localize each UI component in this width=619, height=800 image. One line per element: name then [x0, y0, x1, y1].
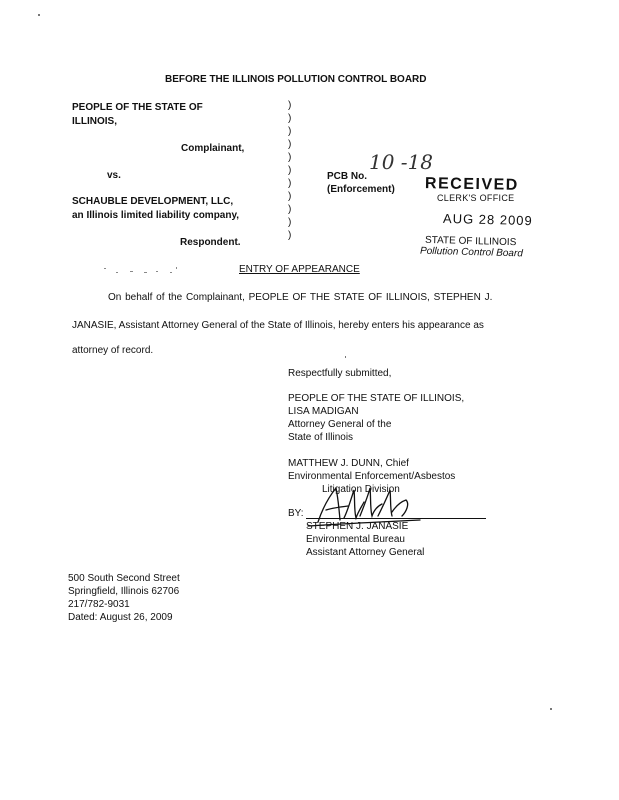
received-date-stamp: AUG 28 2009 [442, 210, 533, 229]
scan-speck [345, 356, 346, 358]
body-line-3: attorney of record. [72, 345, 154, 356]
state-of-illinois-stamp: STATE OF ILLINOIS [424, 234, 517, 249]
caption-paren: ) [288, 230, 292, 241]
respondent-description: an Illinois limited liability company, [72, 210, 240, 221]
scan-speck [550, 708, 552, 710]
caption-paren: ) [288, 152, 292, 163]
dated-line: Dated: August 26, 2009 [68, 612, 173, 623]
caption-paren: ) [288, 204, 292, 215]
pollution-control-board-stamp: Pollution Control Board [419, 245, 523, 260]
party-line-1: PEOPLE OF THE STATE OF ILLINOIS, [288, 393, 465, 404]
address-line-2: Springfield, Illinois 62706 [68, 586, 180, 597]
body-line-1: On behalf of the Complainant, PEOPLE OF THE STATE OF ILLINOIS, STEPHEN J. [108, 292, 493, 303]
party-line-4: State of Illinois [288, 432, 354, 443]
versus-label: vs. [107, 170, 121, 181]
caption-paren: ) [288, 178, 292, 189]
chief-line-3: Litigation Division [322, 484, 400, 495]
respondent-name: SCHAUBLE DEVELOPMENT, LLC, [72, 196, 234, 207]
caption-paren: ) [288, 113, 292, 124]
caption-paren: ) [288, 165, 292, 176]
document-title: ENTRY OF APPEARANCE [239, 264, 360, 275]
party-line-2: LISA MADIGAN [288, 406, 359, 417]
pcb-label: PCB No. [327, 171, 367, 182]
caption-paren: ) [288, 191, 292, 202]
signer-bureau: Environmental Bureau [306, 534, 405, 545]
scan-artifact [104, 263, 184, 273]
body-line-2: JANASIE, Assistant Attorney General of the State of Illinois, hereby enters his appearance as [72, 320, 484, 331]
complainant-name: PEOPLE OF THE STATE OF [72, 102, 203, 113]
signer-title: Assistant Attorney General [306, 547, 425, 558]
scan-speck [38, 14, 40, 16]
enforcement-label: (Enforcement) [327, 184, 395, 195]
caption-paren: ) [288, 139, 292, 150]
by-label: BY: [288, 508, 304, 519]
complainant-role: Complainant, [181, 143, 245, 154]
party-line-3: Attorney General of the [288, 419, 392, 430]
respondent-role: Respondent. [180, 237, 241, 248]
caption-paren: ) [288, 217, 292, 228]
clerks-office-stamp: CLERK'S OFFICE [437, 193, 515, 203]
caption-paren: ) [288, 126, 292, 137]
chief-line-1: MATTHEW J. DUNN, Chief [288, 458, 409, 469]
complainant-name-cont: ILLINOIS, [72, 116, 117, 127]
page-heading: BEFORE THE ILLINOIS POLLUTION CONTROL BOARD [165, 74, 427, 85]
address-phone: 217/782-9031 [68, 599, 130, 610]
address-line-1: 500 South Second Street [68, 573, 180, 584]
received-stamp: RECEIVED [424, 175, 519, 194]
closing-line: Respectfully submitted, [288, 368, 392, 379]
chief-line-2: Environmental Enforcement/Asbestos [288, 471, 456, 482]
signer-name: STEPHEN J. JANASIE [306, 521, 409, 532]
pcb-number-handwritten: 10 -18 [369, 150, 434, 174]
caption-paren: ) [288, 100, 292, 111]
